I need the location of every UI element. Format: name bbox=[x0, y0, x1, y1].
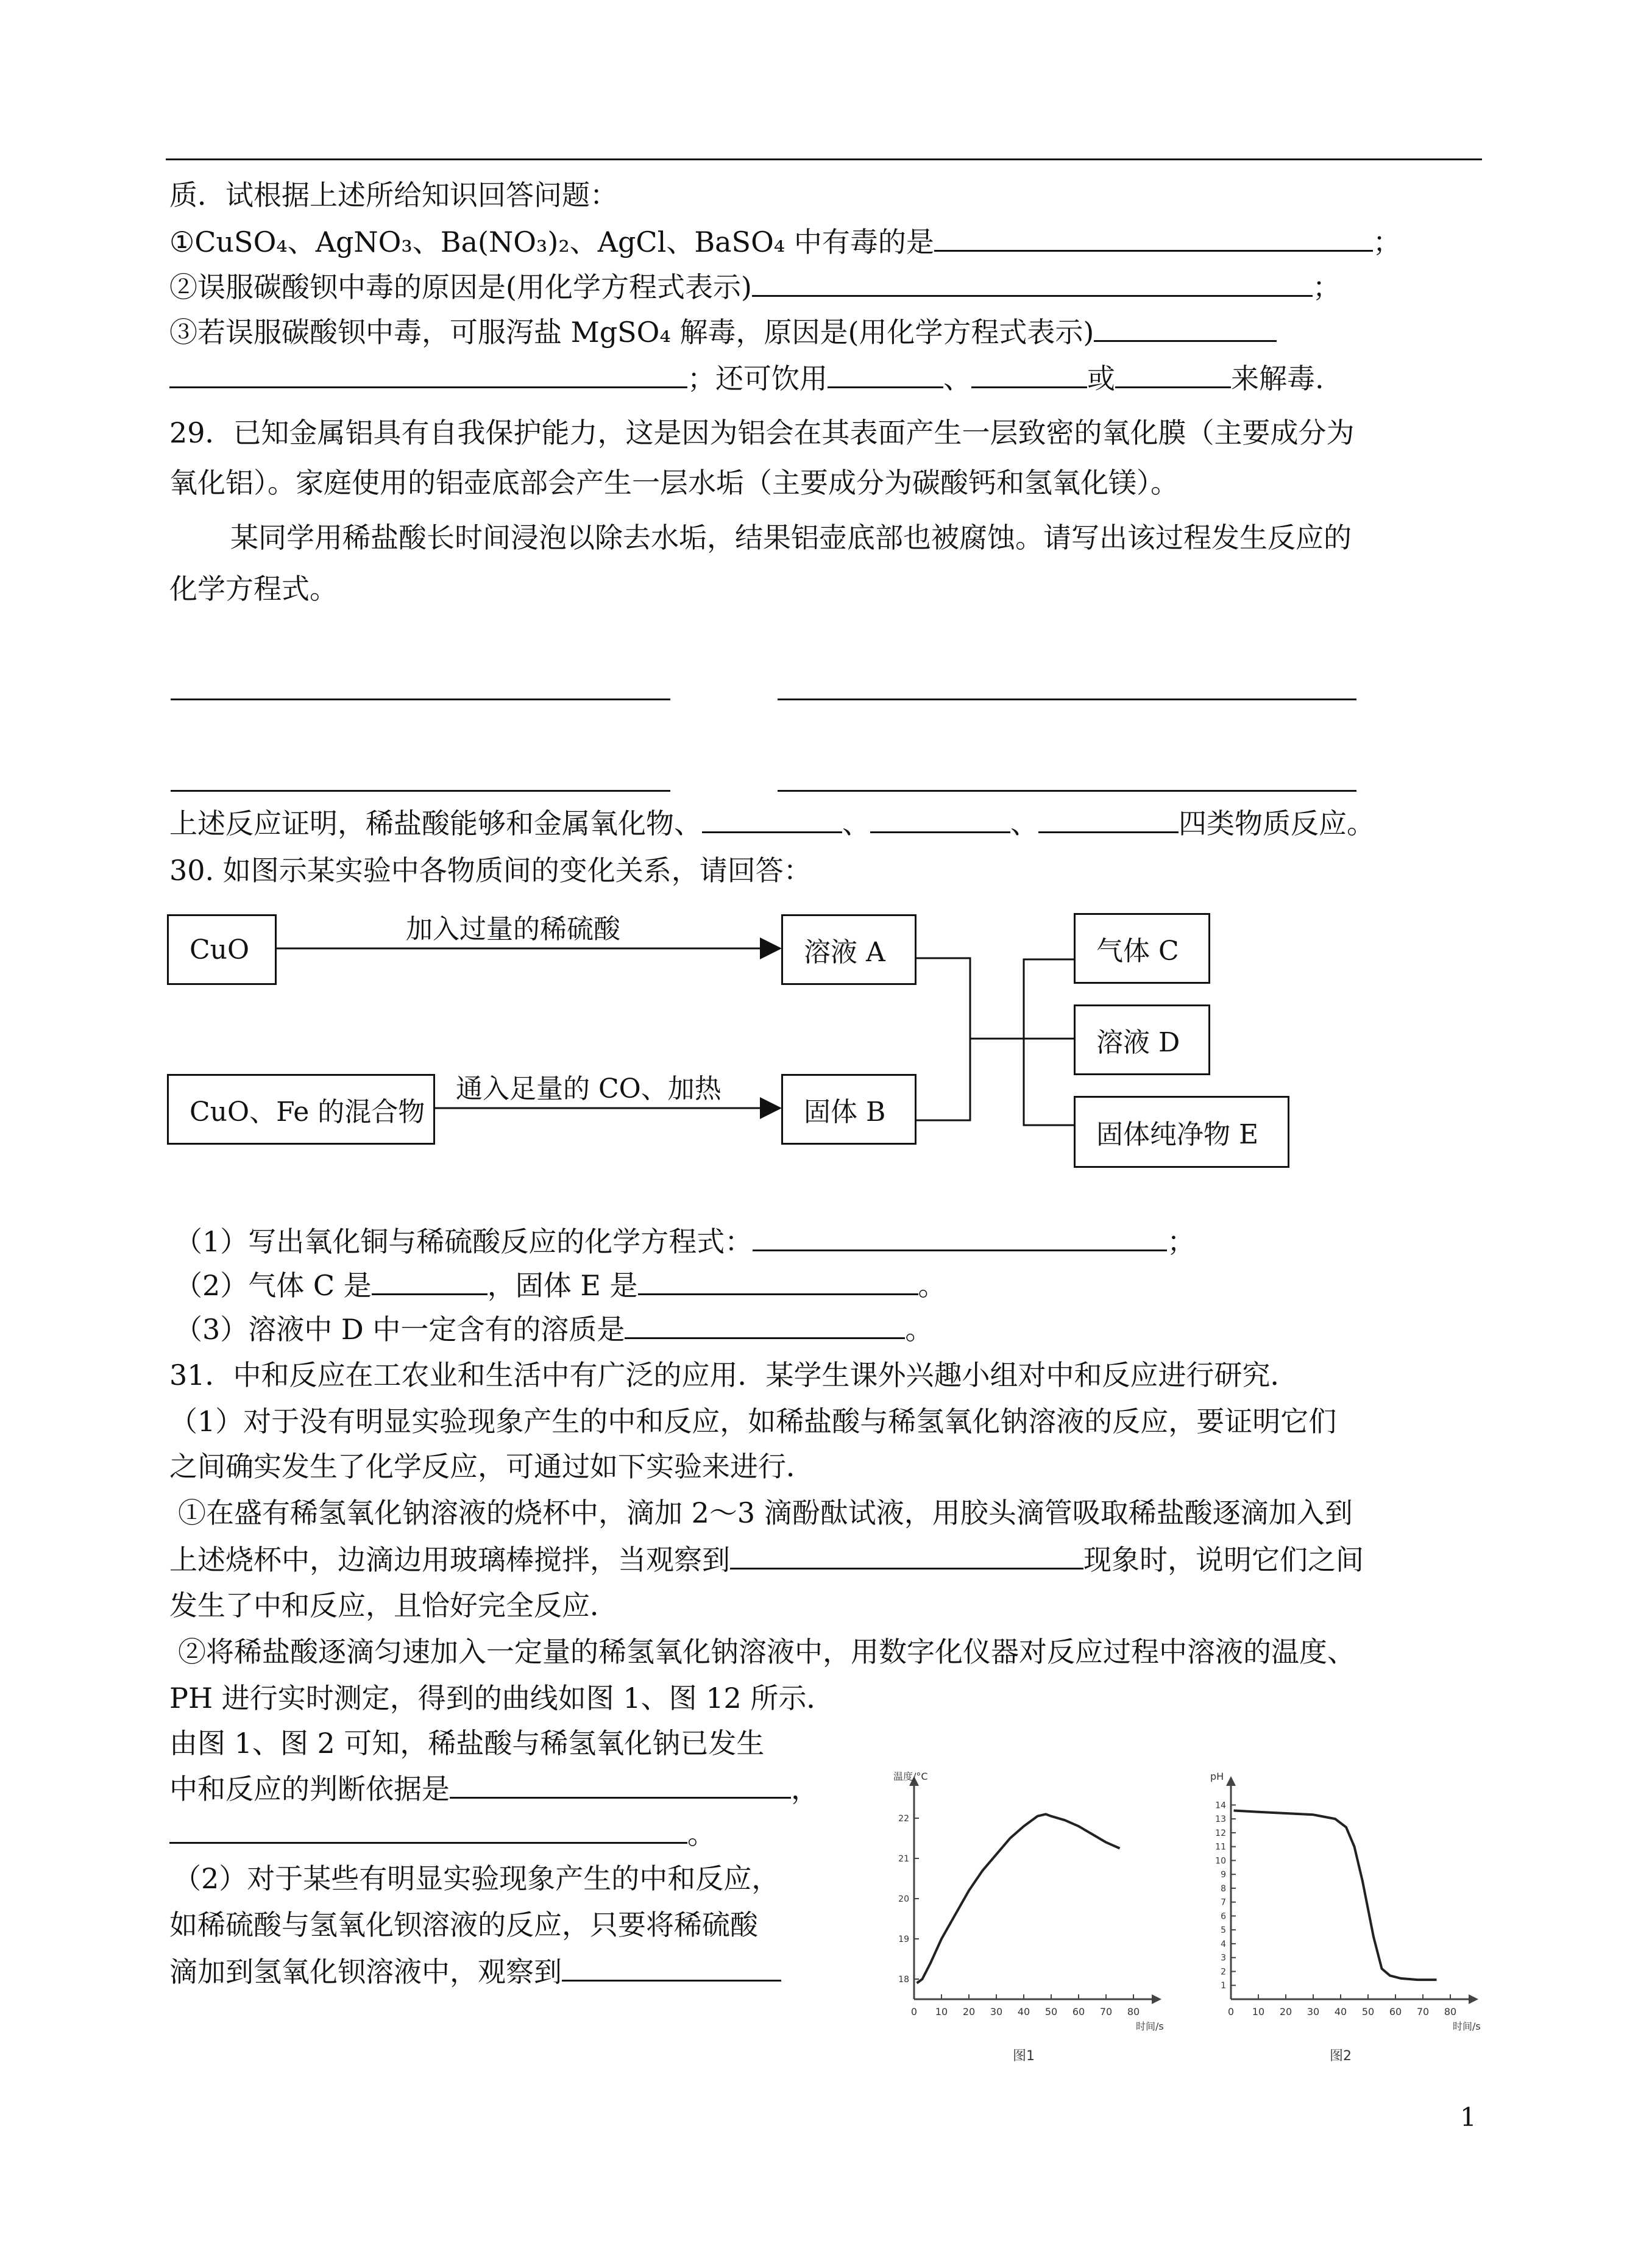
y-tick-label: 14 bbox=[1215, 1801, 1226, 1811]
y-tick-label: 11 bbox=[1215, 1842, 1226, 1852]
y-axis-arrow bbox=[1226, 1776, 1236, 1786]
punct: ， bbox=[791, 1772, 819, 1805]
q31-text: 中和反应的判断依据是 bbox=[169, 1772, 450, 1805]
q31-text: 现象时，说明它们之间 bbox=[1083, 1543, 1364, 1576]
y-tick-label: 21 bbox=[898, 1854, 909, 1864]
q29-text: 上述反应证明，稀盐酸能够和金属氧化物、 bbox=[169, 807, 702, 840]
q29-line4: 化学方程式。 bbox=[169, 572, 338, 605]
y-tick-label: 7 bbox=[1221, 1897, 1226, 1908]
x-tick-label: 10 bbox=[935, 2006, 948, 2017]
q28-item3-text: ③若误服碳酸钡中毒，可服泻盐 MgSO₄ 解毒，原因是(用化学方程式表示) bbox=[169, 316, 1094, 349]
x-axis-label: 时间/s bbox=[1453, 2021, 1481, 2032]
x-tick-label: 80 bbox=[1444, 2006, 1457, 2017]
answer-blank[interactable] bbox=[638, 1267, 918, 1295]
punct: ； bbox=[1312, 271, 1341, 304]
q29-line3: 某同学用稀盐酸长时间浸泡以除去水垢，结果铝壶底部也被腐蚀。请写出该过程发生反应的 bbox=[230, 521, 1352, 554]
q31-line6: 发生了中和反应，且恰好完全反应． bbox=[169, 1589, 618, 1622]
y-tick-label: 6 bbox=[1221, 1911, 1226, 1922]
ph-chart bbox=[1194, 1761, 1493, 2078]
x-tick-label: 50 bbox=[1044, 2006, 1058, 2017]
chart-title: 图1 bbox=[1013, 2049, 1035, 2064]
q30-intro: 30. 如图示某实验中各物质间的变化关系，请回答： bbox=[169, 854, 812, 887]
answer-blank[interactable] bbox=[625, 1310, 905, 1339]
answer-blank[interactable] bbox=[730, 1541, 1083, 1569]
q31-text: 滴加到氢氧化钡溶液中，观察到 bbox=[169, 1955, 562, 1988]
q30-sub2 bbox=[174, 1267, 946, 1304]
chart-title: 图2 bbox=[1330, 2049, 1352, 2064]
y-tick-label: 4 bbox=[1221, 1939, 1226, 1949]
x-tick-label: 40 bbox=[1334, 2006, 1347, 2017]
x-tick-label: 80 bbox=[1127, 2006, 1140, 2017]
q28-item1-text: ①CuSO₄、AgNO₃、Ba(NO₃)₂、AgCl、BaSO₄ 中有毒的是 bbox=[169, 226, 934, 258]
y-tick-label: 18 bbox=[898, 1975, 909, 1985]
x-axis-arrow bbox=[1152, 1994, 1161, 2004]
q31-line9: 由图 1、图 2 可知，稀盐酸与稀氢氧化钠已发生 bbox=[169, 1727, 765, 1760]
y-tick-label: 12 bbox=[1215, 1828, 1226, 1838]
y-tick-label: 20 bbox=[898, 1894, 909, 1904]
y-tick-label: 5 bbox=[1221, 1925, 1226, 1936]
q30-text: （2）气体 C 是 bbox=[174, 1269, 372, 1302]
q28-intro: 质．试根据上述所给知识回答问题： bbox=[169, 179, 618, 212]
x-tick-label: 70 bbox=[1099, 2006, 1113, 2017]
q30-text: ，固体 E 是 bbox=[487, 1269, 638, 1302]
q31-line1: 31．中和反应在工农业和生活中有广泛的应用．某学生课外兴趣小组对中和反应进行研究． bbox=[169, 1359, 1299, 1392]
series-line bbox=[1234, 1811, 1437, 1980]
y-tick-label: 3 bbox=[1221, 1953, 1226, 1963]
q30-text: （3）溶液中 D 中一定含有的溶质是 bbox=[174, 1313, 625, 1346]
q31-line12: （2）对于某些有明显实验现象产生的中和反应， bbox=[173, 1862, 780, 1895]
box-label: 固体纯净物 E bbox=[1096, 1119, 1259, 1150]
q31-line8: PH 进行实时测定，得到的曲线如图 1、图 12 所示． bbox=[169, 1682, 835, 1715]
box-label: 气体 C bbox=[1096, 936, 1179, 967]
q29-text: 、 bbox=[842, 807, 870, 840]
x-tick-label: 30 bbox=[990, 2006, 1003, 2017]
x-axis-label: 时间/s bbox=[1136, 2021, 1164, 2032]
x-tick-label: 50 bbox=[1361, 2006, 1375, 2017]
q28-text: 来解毒. bbox=[1231, 362, 1324, 395]
y-tick-label: 22 bbox=[898, 1814, 909, 1824]
q28-item2-text: ②误服碳酸钡中毒的原因是(用化学方程式表示) bbox=[169, 271, 752, 304]
x-tick-label: 30 bbox=[1306, 2006, 1320, 2017]
box-label: 固体 B bbox=[804, 1097, 886, 1128]
x-tick-label: 70 bbox=[1416, 2006, 1430, 2017]
q28-text: ；还可饮用 bbox=[687, 362, 828, 395]
q31-line2: （1）对于没有明显实验现象产生的中和反应，如稀盐酸与稀氢氧化钠溶液的反应，要证明它们 bbox=[169, 1405, 1337, 1438]
punct: 。 bbox=[687, 1818, 715, 1850]
x-tick-label: 60 bbox=[1072, 2006, 1085, 2017]
q31-line4: ①在盛有稀氢氧化钠溶液的烧杯中，滴加 2～3 滴酚酞试液，用胶头滴管吸取稀盐酸逐滴加入到 bbox=[178, 1496, 1353, 1529]
q31-line3: 之间确实发生了化学反应，可通过如下实验来进行． bbox=[169, 1450, 814, 1483]
x-tick-label: 60 bbox=[1389, 2006, 1402, 2017]
arrow-1-label: 加入过量的稀硫酸 bbox=[406, 914, 620, 945]
q31-line10 bbox=[169, 1770, 819, 1807]
y-tick-label: 1 bbox=[1221, 1981, 1226, 1991]
y-tick-label: 8 bbox=[1221, 1883, 1226, 1894]
x-tick-label: 0 bbox=[1227, 2006, 1235, 2017]
answer-blank[interactable] bbox=[169, 1815, 687, 1844]
box-label: CuO、Fe 的混合物 bbox=[190, 1097, 425, 1128]
q30-sub3 bbox=[174, 1310, 933, 1348]
answer-blank[interactable] bbox=[753, 1223, 1167, 1251]
answer-blank[interactable] bbox=[372, 1267, 488, 1295]
split-connector bbox=[1024, 959, 1074, 1125]
q29-text: 、 bbox=[1010, 807, 1038, 840]
x-tick-label: 20 bbox=[1279, 2006, 1292, 2017]
arrow-2-label: 通入足量的 CO、加热 bbox=[456, 1073, 722, 1104]
y-tick-label: 9 bbox=[1221, 1870, 1226, 1880]
box-label: 溶液 D bbox=[1096, 1027, 1180, 1058]
x-axis-arrow bbox=[1469, 1994, 1478, 2004]
q28-text: 、 bbox=[943, 362, 971, 395]
merge-connector bbox=[916, 958, 970, 1120]
q31-line14 bbox=[169, 1953, 781, 1990]
q31-line13: 如稀硫酸与氢氧化钡溶液的反应，只要将稀硫酸 bbox=[169, 1908, 758, 1941]
q28-text: 或 bbox=[1087, 362, 1115, 395]
punct: ； bbox=[1372, 226, 1401, 258]
q29-line2: 氧化铝）。家庭使用的铝壶底部会产生一层水垢（主要成分为碳酸钙和氢氧化镁）。 bbox=[169, 466, 1179, 499]
q29-line1: 29．已知金属铝具有自我保护能力，这是因为铝会在其表面产生一层致密的氧化膜（主要成分为 bbox=[169, 416, 1355, 449]
y-tick-label: 13 bbox=[1215, 1815, 1226, 1825]
answer-blank[interactable] bbox=[450, 1770, 791, 1799]
x-tick-label: 40 bbox=[1017, 2006, 1030, 2017]
temperature-chart bbox=[878, 1761, 1182, 2078]
x-tick-label: 20 bbox=[962, 2006, 976, 2017]
page-number: 1 bbox=[1460, 2102, 1477, 2132]
punct: ； bbox=[1167, 1225, 1196, 1258]
punct: 。 bbox=[905, 1313, 934, 1346]
box-label: CuO bbox=[190, 934, 250, 965]
x-tick-label: 10 bbox=[1252, 2006, 1265, 2017]
q30-text: （1）写出氧化铜与稀硫酸反应的化学方程式： bbox=[174, 1225, 753, 1258]
y-axis-label: 温度/°C bbox=[893, 1771, 928, 1782]
series-line bbox=[917, 1814, 1120, 1983]
punct: 。 bbox=[918, 1269, 946, 1302]
y-axis-label: pH bbox=[1210, 1771, 1224, 1782]
q31-line7: ②将稀盐酸逐滴匀速加入一定量的稀氢氧化钠溶液中，用数字化仪器对反应过程中溶液的温度、 bbox=[178, 1635, 1355, 1668]
y-tick-label: 19 bbox=[898, 1935, 909, 1944]
q31-text: 上述烧杯中，边滴边用玻璃棒搅拌，当观察到 bbox=[169, 1543, 730, 1576]
box-label: 溶液 A bbox=[804, 937, 885, 968]
q29-text: 四类物质反应。 bbox=[1179, 807, 1375, 840]
y-tick-label: 2 bbox=[1221, 1967, 1226, 1977]
y-tick-label: 10 bbox=[1215, 1856, 1226, 1866]
x-tick-label: 0 bbox=[910, 2006, 918, 2017]
q31-line11 bbox=[169, 1815, 715, 1852]
q30-sub1 bbox=[174, 1223, 1195, 1260]
q31-line5 bbox=[169, 1541, 1364, 1578]
answer-blank[interactable] bbox=[562, 1953, 781, 1982]
